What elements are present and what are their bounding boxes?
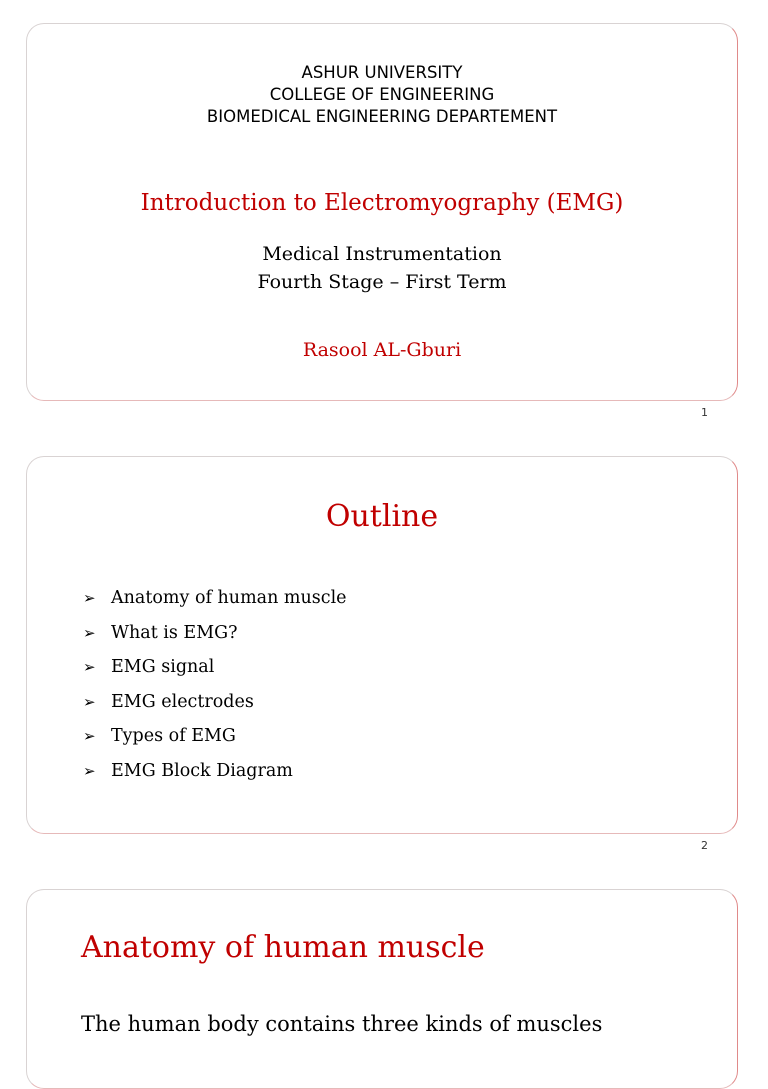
slide-3 <box>26 889 738 1089</box>
outline-title: Outline <box>325 499 439 534</box>
lecture-title: Introduction to Electromyography (EMG) <box>140 190 624 216</box>
course-block <box>27 240 737 296</box>
list-item: ➢ What is EMG? <box>83 622 238 643</box>
arrowhead-bullet-icon: ➢ <box>83 589 96 607</box>
page-number: 2 <box>701 839 708 852</box>
author-name: Rasool AL-Gburi <box>302 339 462 361</box>
college-name: COLLEGE OF ENGINEERING <box>269 85 495 104</box>
outline-list <box>83 587 347 794</box>
list-item: ➢ EMG electrodes <box>83 691 254 712</box>
arrowhead-bullet-icon: ➢ <box>83 623 96 642</box>
arrowhead-bullet-icon: ➢ <box>83 658 96 676</box>
page-number: 1 <box>701 406 708 419</box>
section-title: Anatomy of human muscle <box>81 930 485 965</box>
slide-2 <box>26 456 738 834</box>
arrowhead-bullet-icon: ➢ <box>83 692 96 711</box>
list-item: ➢ Types of EMG <box>83 726 236 746</box>
list-item: ➢ EMG signal <box>83 657 215 677</box>
list-item: ➢ Anatomy of human muscle <box>83 588 347 608</box>
stage-term: Fourth Stage – First Term <box>257 271 507 293</box>
list-item: ➢ EMG Block Diagram <box>83 760 293 781</box>
course-name: Medical Instrumentation <box>262 243 502 265</box>
arrowhead-bullet-icon: ➢ <box>83 761 96 780</box>
university-name: ASHUR UNIVERSITY <box>301 63 463 82</box>
arrowhead-bullet-icon: ➢ <box>83 727 96 745</box>
institution-block <box>27 62 737 128</box>
body-text: The human body contains three kinds of muscles <box>81 1012 603 1036</box>
slide-1 <box>26 23 738 401</box>
department-name: BIOMEDICAL ENGINEERING DEPARTEMENT <box>206 107 558 126</box>
